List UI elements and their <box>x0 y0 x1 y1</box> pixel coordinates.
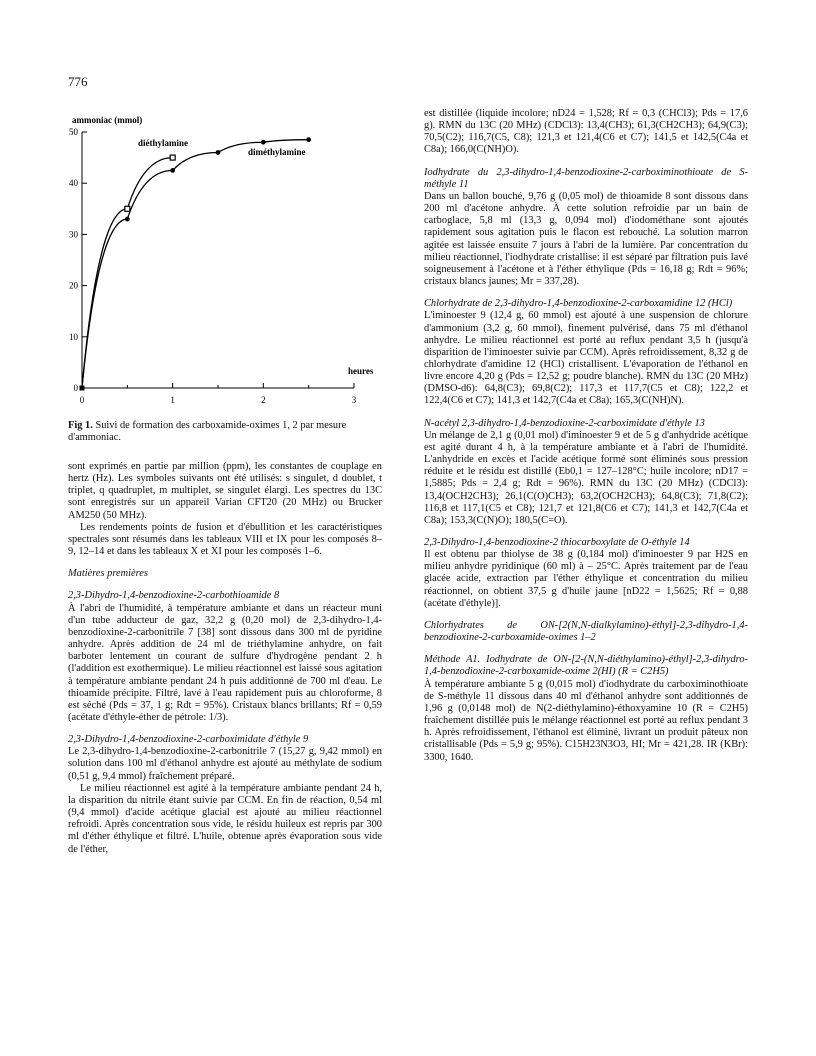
y-tick-label: 0 <box>73 383 78 393</box>
section-heading: Chlorhydrate de 2,3-dihydro-1,4-benzodioxine-2-carboxamidine 12 (HCl) <box>424 298 733 310</box>
section-heading: Méthode A1. Iodhydrate de ON-[2-(N,N-diéthylamino)-éthyl]-2,3-dihydro-1,4-benzodioxine-2-carboxamide-oxime 2(HI) (R = C2H5) <box>424 654 748 678</box>
data-point-circle <box>170 168 175 173</box>
page-number: 776 <box>68 74 88 89</box>
section-heading: N-acétyl 2,3-dihydro-1,4-benzodioxine-2-carboximidate d'éthyle 13 <box>424 417 705 429</box>
x-tick-label: 1 <box>170 395 175 405</box>
chart-markers <box>80 137 312 390</box>
paragraph: Dans un ballon bouché, 9,76 g (0,05 mol) de thioamide 8 sont dissous dans 200 ml d'acétone anhydre. À cette solution refroidie par un bain de carboglace, 5,8 ml (13,3 g, 0,094 mol) d'iodométhane sont ajoutés rapidement sous agitation puis le flacon est rebouché. La solution marron agitée est laissée ensuite 7 jours à l'abri de la lumière. Par concentration du milieu réactionnel, l'iodhydrate cristallise: il est séparé par filtration puis lavé soigneusement à l'acétone et à l'éther éthylique (Pds = 16,18 g; Rdt = 96%; cristaux blancs jaunes; Mr = 337,28). <box>424 190 748 288</box>
y-tick-label: 40 <box>69 178 78 189</box>
data-point-circle <box>125 217 130 222</box>
x-tick-label: 2 <box>261 395 266 405</box>
paragraph: Le 2,3-dihydro-1,4-benzodioxine-2-carbonitrile 7 (15,27 g, 9,42 mmol) en solution dans 100 ml d'éthanol anhydre est ajouté au méthylate de sodium (0,51 g, 9,4 mmol) fraîchement préparé. <box>68 746 382 782</box>
y-tick-label: 50 <box>69 127 78 137</box>
section-heading: Matières premières <box>68 568 148 580</box>
data-point-circle <box>216 150 221 155</box>
left-column-text <box>68 461 382 856</box>
paragraph: Un mélange de 2,1 g (0,01 mol) d'iminoester 9 et de 5 g d'anhydride acétique est agité durant 4 h, à la température ambiante et à l'abri de l'humidité. L'anhydride en excès et l'acide acétique formé sont éliminés sous pression réduite et le résidu est distillé (Eb0,1 = 127–128°C; huile incolore; nD17 = 1,5885; Pds = 2,4 g; Rdt = 96%). RMN du 13C (20 MHz) (CDCl3): 13,4(OCH2CH3); 26,1(C(O)CH3); 63,2(OCH2CH3); 64,8(C3); 71,8(C2); 116,8 et 117,1(C5 et C8); 121,7 et 121,8(C6 et C7); 141,3 et 142,7(C4a et C8a); 153,3(C(N)O); 180,5(C=O). <box>424 429 748 526</box>
y-axis-label: ammoniac (mmol) <box>72 115 143 125</box>
series-line-diethylamine <box>82 158 173 388</box>
y-tick-label: 20 <box>69 280 78 291</box>
chart-svg <box>68 112 384 417</box>
y-tick-label: 10 <box>69 331 78 342</box>
x-axis-label: heures <box>348 366 374 376</box>
right-column-text <box>424 108 748 764</box>
figure-1 <box>68 112 384 417</box>
data-point-square <box>125 206 130 211</box>
paragraph: À température ambiante 5 g (0,015 mol) d'iodhydrate du carboximinothioate de S-méthyle 11 dissous dans 40 ml d'éthanol anhydre sont additionnés de 1,96 g (0,0148 mol) de N(2-diéthylamino)-éthoxyamine 10 (R = C2H5) fraîchement distillée puis le mélange réactionnel est porté au reflux pendant 3 h. Après refroidissement, l'éthanol est éliminé, livrant un produit pâteux non cristallisable (Pds = 5,9 g; 95%). C15H23N3O3, HI; Mr = 421,28. IR (KBr): 3300, 1640. <box>424 678 748 763</box>
data-point-square <box>170 155 175 160</box>
data-point-circle <box>306 137 311 142</box>
paragraph: Il est obtenu par thiolyse de 38 g (0,184 mol) d'iminoester 9 par H2S en milieu anhydre pyridinique (60 ml) à – 25°C. Après traitement par de l'eau glacée acide, extraction par l'éther éthylique et concentration du milieu réactionnel, on obtient 37,5 g d'huile jaune [nD22 = 1,5625; Rf = 0,88 (acétate d'éthyle)]. <box>424 549 748 609</box>
paragraph: L'iminoester 9 (12,4 g, 60 mmol) est ajouté à une suspension de chlorure d'ammonium (3,2 g, 60 mmol), finement pulvérisé, dans 75 ml d'éthanol anhydre. Le milieu réactionnel est porté au reflux pendant 3,5 h (jusqu'à disparition de l'iminoester suivie par CCM). Après refroidissement, 8,32 g de chlorhydrate d'amidine 12 (HCl) cristallisent. L'évaporation de l'éthanol en livre encore 4,20 g (Pds = 12,52 g; poudre blanche). RMN du 13C (20 MHz) (DMSO-d6): 64,8(C3); 69,8(C2); 117,3 et 117,7(C5 et C8); 122,2 et 122,4(C6 et C7); 141,3 et 142,7(C4a et C8a); 165,3(C(NH)N). <box>424 310 748 407</box>
x-tick-label: 3 <box>351 395 357 405</box>
paragraph: Le milieu réactionnel est agité à la température ambiante pendant 24 h, la disparition du nitrile étant suivie par CCM. En fin de réaction, 0,54 ml (9,4 mmol) d'acide acétique glacial est ajouté au milieu réactionnel refroidi. Après concentration sous vide, le résidu huileux est repris par 300 ml d'éther éthylique et filtré. L'huile, obtenue après évaporation sous vide de l'éther, <box>68 782 382 855</box>
paragraph: À l'abri de l'humidité, à température ambiante et dans un réacteur muni d'un tube adducteur de gaz, 32,2 g (0,20 mol) de 2,3-dihydro-1,4-benzodioxine-2-carbonitrile 7 [38] sont dissous dans 300 ml de pyridine anhydre. Après addition de 24 ml de triéthylamine anhydre, on fait barboter lentement un courant de sulfure d'hydrogène pendant 2 h (l'addition est exothermique). Le milieu réactionnel est laissé sous agitation à température ambiante pendant 24 h puis additionné de 700 ml d'eau. Le thioamide précipite. Filtré, lavé à l'eau rapidement puis au chloroforme, 8 est séché (Pds = 37, 1 g; Rdt = 95%). Cristaux blancs brillants; Rf = 0,59 (acétate d'éthyle-éther de pétrole: 1/3). <box>68 602 382 723</box>
section-heading: Iodhydrate du 2,3-dihydro-1,4-benzodioxine-2-carboximinothioate de S-méthyle 11 <box>424 166 748 190</box>
y-tick-label: 30 <box>69 229 78 240</box>
section-heading: 2,3-Dihydro-1,4-benzodioxine-2 thiocarboxylate de O-éthyle 14 <box>424 537 690 548</box>
chart-lines <box>82 140 309 388</box>
chart-axes <box>82 132 354 388</box>
series-label-dimethylamine: diméthylamine <box>248 147 306 157</box>
data-point-circle <box>261 140 266 145</box>
paragraph: sont exprimés en partie par million (ppm), les constantes de couplage en hertz (Hz). Les symboles suivants ont été utilisés: s singulet, d doublet, t triplet, q quadruplet, m multiplet, se singulet élargi. Les spectres du 13C sont enregistrés sur un appareil Varian CFT20 (20 MHz) ou Brucker AM250 (50 MHz). <box>68 461 382 521</box>
chart-ticks <box>69 127 357 405</box>
paragraph: est distillée (liquide incolore; nD24 = 1,528; Rf = 0,3 (CHCl3); Pds = 17,6 g). RMN du 13C (20 MHz) (CDCl3): 13,4(CH3); 61,3(CH2CH3); 64,9(C3); 70,5(C2); 116,7(C5, C8); 121,3 et 121,4(C6 et C7); 141,5 et 142,5(C4a et C8a); 166,0(C(NH)O). <box>424 108 748 156</box>
caption-label: Fig 1. <box>68 420 93 431</box>
caption-text: Suivi de formation des carboxamide-oximes 1, 2 par mesure d'ammoniac. <box>68 420 347 444</box>
section-heading: Chlorhydrates de ON-[2(N,N-dialkylamino)-éthyl]-2,3-dihydro-1,4-benzodioxine-2-carboxamide-oximes 1–2 <box>424 619 748 644</box>
data-point-origin <box>80 386 85 391</box>
section-heading: 2,3-Dihydro-1,4-benzodioxine-2-carbothioamide 8 <box>68 590 280 602</box>
figure-caption <box>68 420 382 444</box>
series-label-diethylamine: diéthylamine <box>138 138 189 148</box>
x-tick-label: 0 <box>79 395 85 405</box>
section-heading: 2,3-Dihydro-1,4-benzodioxine-2-carboximidate d'éthyle 9 <box>68 734 309 746</box>
series-line-dimethylamine <box>82 140 309 388</box>
paragraph: Les rendements points de fusion et d'ébullition et les caractéristiques spectrales sont résumés dans les tableaux VIII et IX pour les composés 8–9, 12–14 et dans les tableaux X et XI pour les composés 1–6. <box>68 521 382 558</box>
